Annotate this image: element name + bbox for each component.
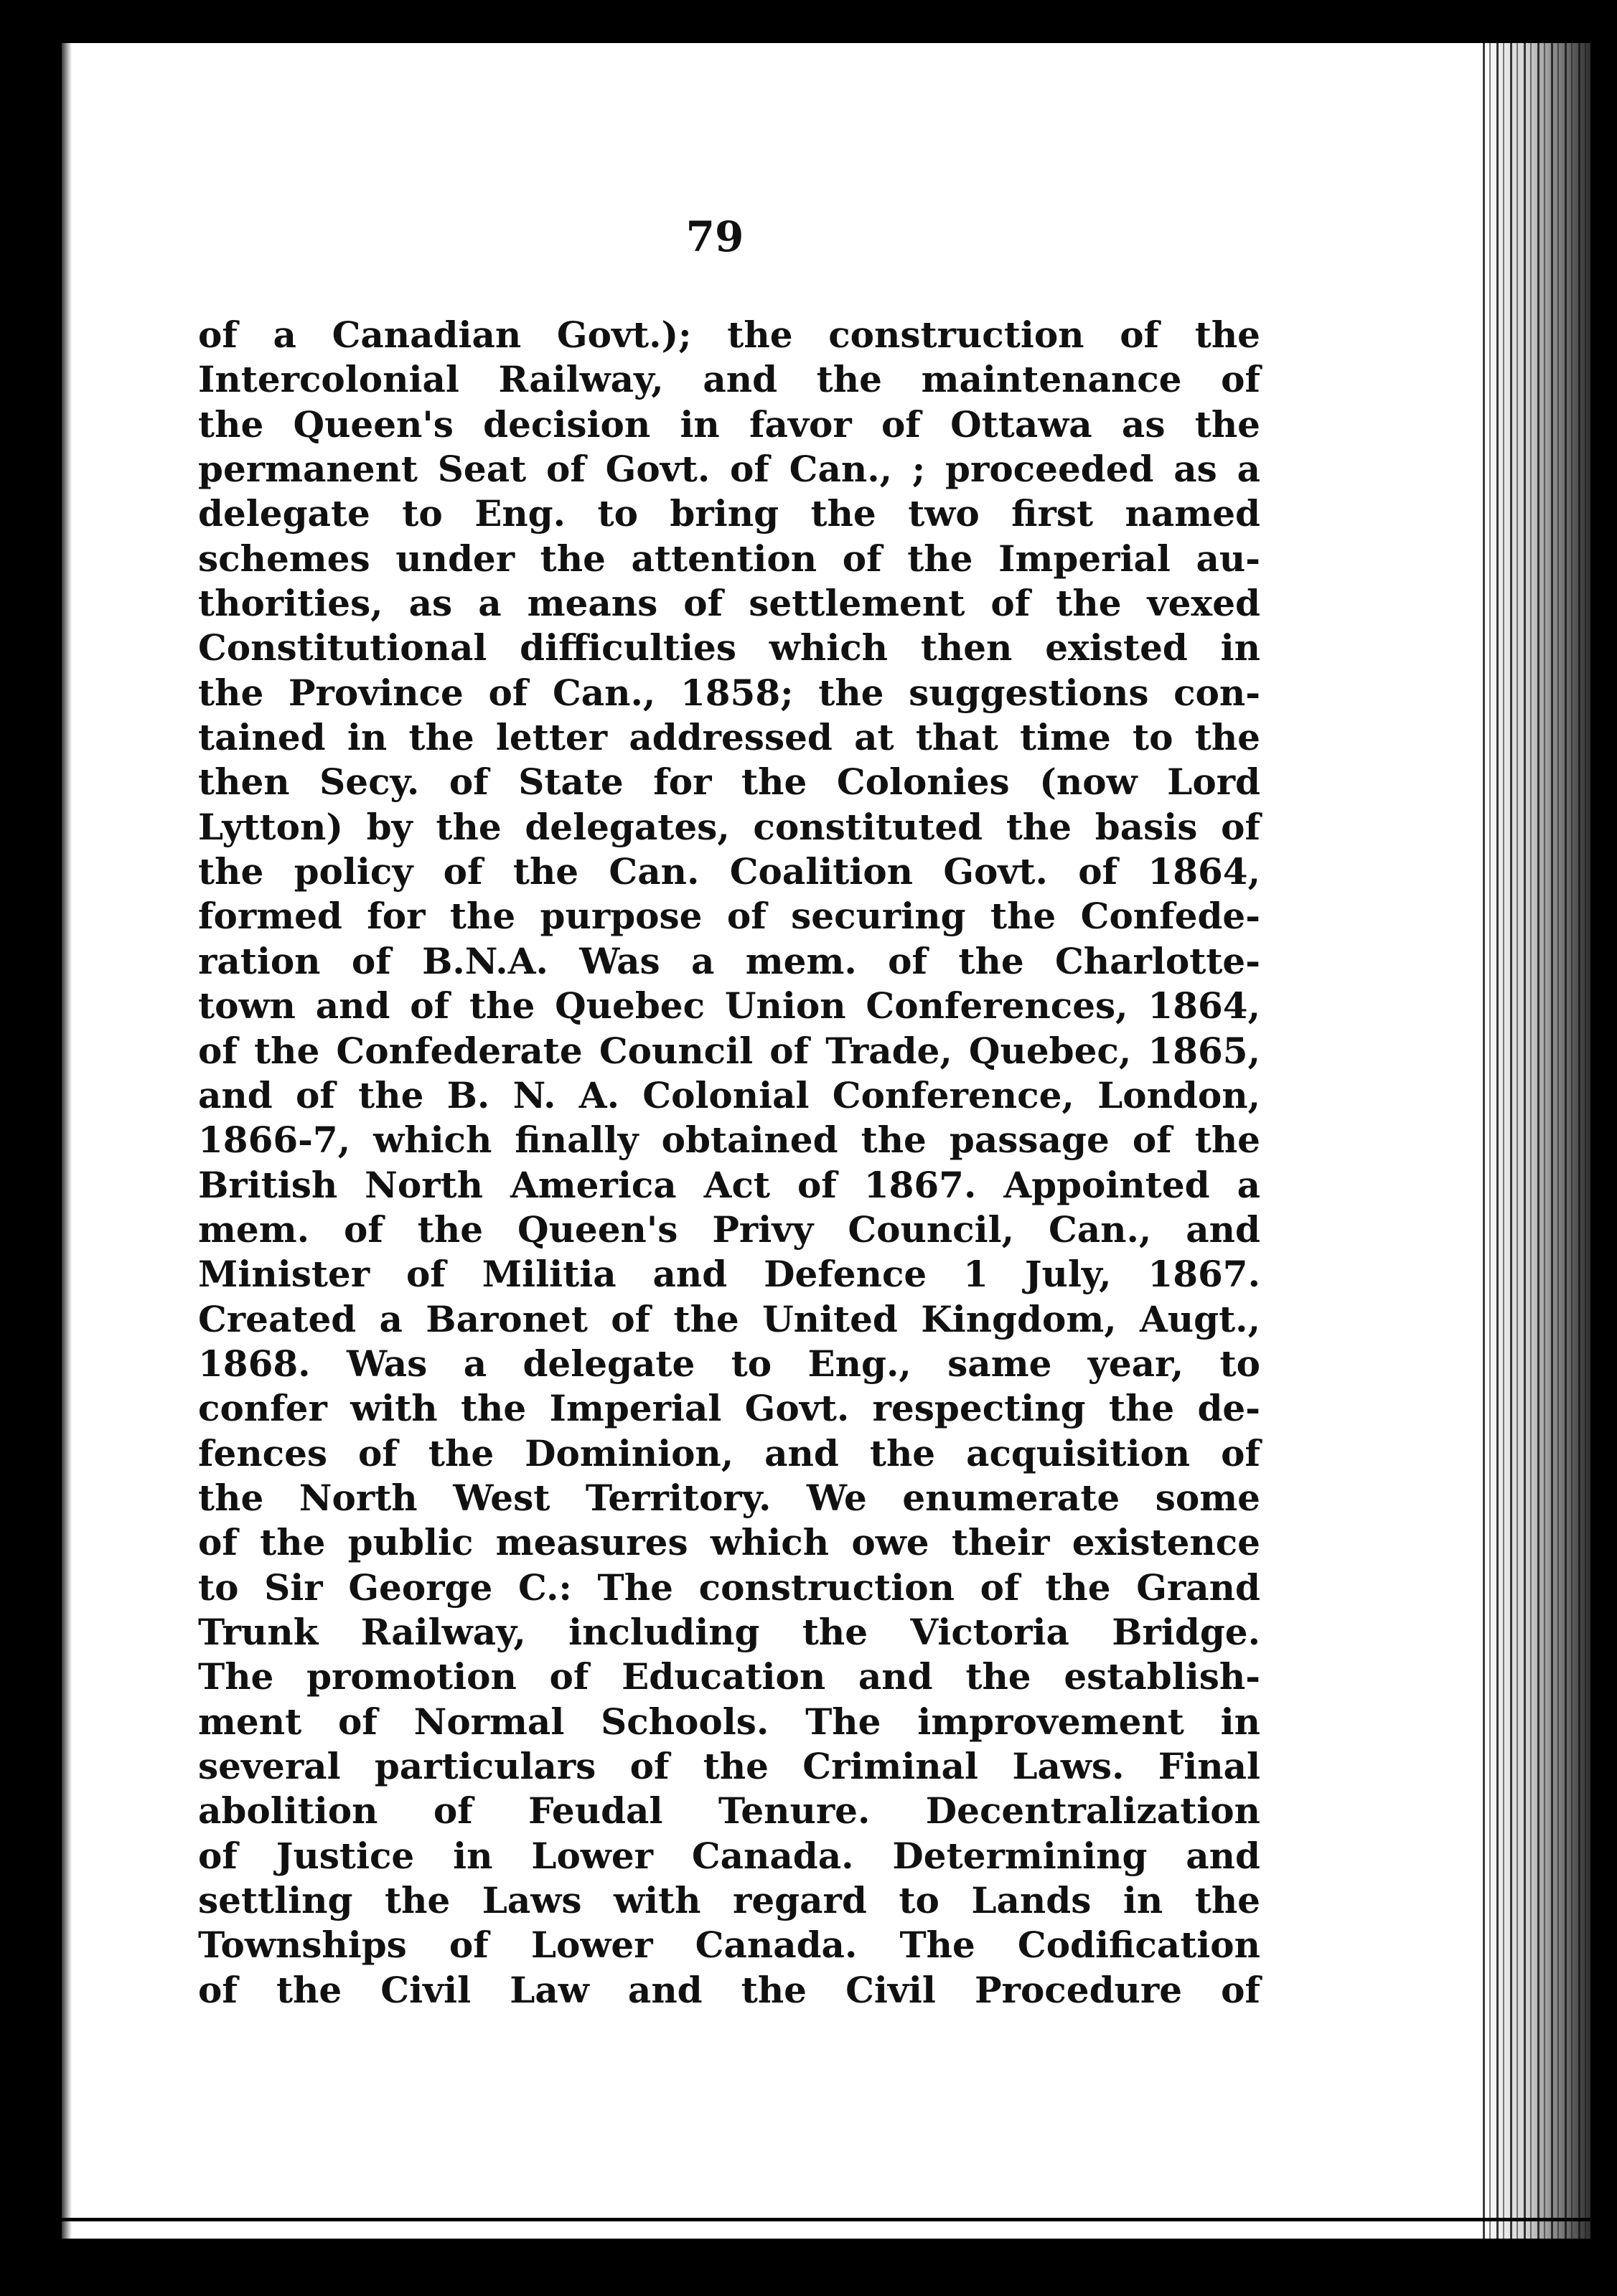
text-line: British North America Act of 1867. Appointed a (198, 1163, 1260, 1206)
text-line: abolition of Feudal Tenure. Decentralization (198, 1789, 1260, 1832)
text-line: of the public measures which owe their existence (198, 1521, 1260, 1564)
text-line: Trunk Railway, including the Victoria Bridge. (198, 1610, 1260, 1653)
text-line: fences of the Dominion, and the acquisition of (198, 1431, 1260, 1474)
text-line: Intercolonial Railway, and the maintenance of (198, 358, 1260, 401)
text-line: Constitutional difficulties which then existed in (198, 626, 1260, 669)
text-line: mem. of the Queen's Privy Council, Can., and (198, 1208, 1260, 1251)
left-binding-shadow (62, 43, 72, 2239)
text-line: town and of the Quebec Union Conferences, 1864, (198, 984, 1260, 1027)
text-line: Townships of Lower Canada. The Codification (198, 1924, 1260, 1967)
body-text (198, 313, 1260, 2013)
text-line: confer with the Imperial Govt. respecting the de- (198, 1387, 1260, 1430)
left-binding-rule (55, 43, 62, 2239)
text-line: ment of Normal Schools. The improvement in (198, 1700, 1260, 1743)
text-line: the North West Territory. We enumerate some (198, 1476, 1260, 1519)
page-number: 79 (685, 212, 744, 261)
text-line: The promotion of Education and the establish- (198, 1655, 1260, 1698)
text-line: 1866-7, which finally obtained the passage of the (198, 1119, 1260, 1162)
right-page-edge (1483, 43, 1590, 2239)
text-line: the Queen's decision in favor of Ottawa as the (198, 403, 1260, 446)
text-line: schemes under the attention of the Imperial au- (198, 537, 1260, 580)
text-line: the Province of Can., 1858; the suggestions con- (198, 671, 1260, 714)
text-line: of the Civil Law and the Civil Procedure of (198, 1968, 1260, 2011)
book-page (55, 43, 1590, 2239)
text-line: of a Canadian Govt.); the construction of the (198, 314, 1260, 356)
text-line: the policy of the Can. Coalition Govt. of 1864, (198, 850, 1260, 893)
text-line: settling the Laws with regard to Lands in the (198, 1879, 1260, 1922)
text-line: tained in the letter addressed at that time to the (198, 716, 1260, 759)
text-line: permanent Seat of Govt. of Can., ; proceeded as a (198, 448, 1260, 491)
text-line: to Sir George C.: The construction of the Grand (198, 1566, 1260, 1609)
text-line: Created a Baronet of the United Kingdom, Augt., (198, 1297, 1260, 1340)
text-line: formed for the purpose of securing the Confede- (198, 895, 1260, 938)
text-line: 1868. Was a delegate to Eng., same year, to (198, 1342, 1260, 1385)
text-line: Lytton) by the delegates, constituted the basis of (198, 805, 1260, 848)
text-line: thorities, as a means of settlement of the vexed (198, 582, 1260, 625)
text-line: then Secy. of State for the Colonies (now Lord (198, 761, 1260, 804)
text-line: Minister of Militia and Defence 1 July, 1867. (198, 1253, 1260, 1296)
text-line: of Justice in Lower Canada. Determining and (198, 1834, 1260, 1877)
text-line: and of the B. N. A. Colonial Conference, London, (198, 1073, 1260, 1116)
text-line: of the Confederate Council of Trade, Quebec, 1865, (198, 1029, 1260, 1072)
text-line: several particulars of the Criminal Laws. Final (198, 1745, 1260, 1787)
text-line: ration of B.N.A. Was a mem. of the Charlotte- (198, 939, 1260, 982)
bottom-rule (55, 2218, 1590, 2221)
text-line: delegate to Eng. to bring the two first named (198, 492, 1260, 535)
